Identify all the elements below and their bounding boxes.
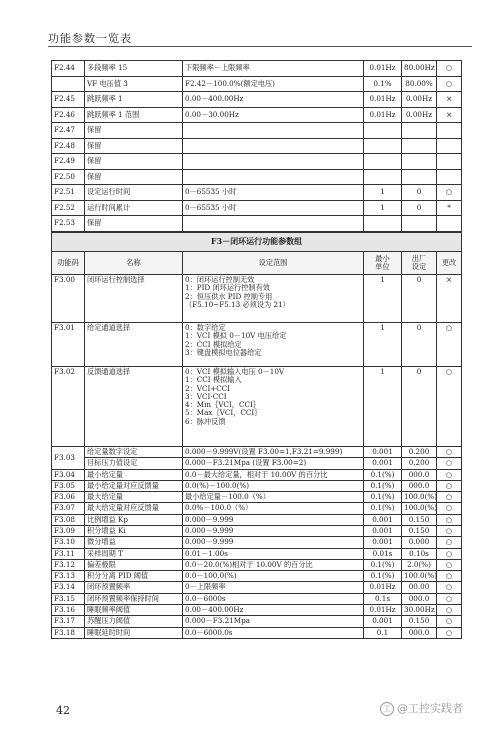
table-row — [52, 525, 462, 536]
cell-unit: 0.1(%) — [364, 503, 402, 514]
cell-code: F2.53 — [52, 216, 85, 232]
cell-code: F2.50 — [52, 169, 85, 185]
cell-name: 闭环运行控制选择 — [85, 275, 183, 323]
table-row — [52, 458, 462, 469]
cell-unit: 0.1s — [364, 593, 402, 604]
cell-range — [183, 123, 364, 139]
cell-change — [437, 138, 462, 154]
cell-default: 0 — [402, 275, 437, 323]
cell-unit: 1 — [364, 323, 402, 367]
table-row — [52, 593, 462, 604]
cell-default — [402, 123, 437, 139]
cell-default: 100.0(%) — [402, 503, 437, 514]
cell-change: ○ — [437, 525, 462, 536]
cell-name: 最大给定量 — [85, 492, 183, 503]
cell-unit: 0.1(%) — [364, 571, 402, 582]
cell-code: F2.51 — [52, 185, 85, 201]
cell-change: ○ — [437, 447, 462, 458]
cell-change: ○ — [437, 593, 462, 604]
cell-range: 0.0－20.0(%)相对于 10.00V 的百分比 — [183, 559, 364, 570]
cell-default — [402, 154, 437, 170]
cell-unit: 0.001 — [364, 525, 402, 536]
cell-unit: 0.01Hz — [364, 582, 402, 593]
cell-unit: 1 — [364, 185, 402, 201]
cell-range: 0.000－9.999 — [183, 525, 364, 536]
cell-unit — [364, 123, 402, 139]
cell-name: 积分分离 PID 阈值 — [85, 571, 183, 582]
cell-change — [437, 123, 462, 139]
cell-unit: 0.1(%) — [364, 492, 402, 503]
cell-default: 0.000 — [402, 537, 437, 548]
table-row — [52, 107, 462, 123]
cell-name: 积分增益 Ki — [85, 525, 183, 536]
col-header-default: 出厂 设定 — [402, 252, 437, 275]
cell-range: 最小给定量－100.0（%） — [183, 492, 364, 503]
cell-unit — [364, 154, 402, 170]
cell-code: F3.18 — [52, 627, 85, 638]
cell-default: 000.0 — [402, 593, 437, 604]
table-row — [52, 559, 462, 570]
cell-name: 运行时间累计 — [85, 200, 183, 216]
table-row — [52, 514, 462, 525]
table-row — [52, 492, 462, 503]
cell-change: ○ — [437, 76, 462, 92]
cell-unit: 0.001 — [364, 514, 402, 525]
cell-unit: 0.001 — [364, 616, 402, 627]
cell-unit: 0.01Hz — [364, 61, 402, 77]
cell-name: 目标压力值设定 — [85, 458, 183, 469]
parameter-table-f2 — [51, 60, 462, 232]
cell-range: 0.000－9.999V(设置 F3.00=1,F3.21=9.999) — [183, 447, 364, 458]
cell-code: F2.47 — [52, 123, 85, 139]
cell-code: F3.06 — [52, 492, 85, 503]
cell-code: F3.16 — [52, 604, 85, 615]
cell-code: F3.03 — [52, 447, 85, 470]
cell-default: 0.200 — [402, 458, 437, 469]
cell-name: 多段频率 15 — [85, 61, 183, 77]
cell-change: ○ — [437, 571, 462, 582]
cell-range: 0.0(%)－100.0(%) — [183, 480, 364, 491]
cell-code: F3.15 — [52, 593, 85, 604]
cell-range — [183, 138, 364, 154]
cell-change: ○ — [437, 492, 462, 503]
table-row — [52, 367, 462, 447]
col-header-unit: 最小 单位 — [364, 252, 402, 275]
cell-range: 0.01－1.00s — [183, 548, 364, 559]
cell-range: 0.000－9.999 — [183, 537, 364, 548]
cell-change: ○ — [437, 469, 462, 480]
cell-default: 0.00Hz — [402, 92, 437, 108]
cell-default: 0.150 — [402, 525, 437, 536]
cell-default: 80.00Hz — [402, 61, 437, 77]
watermark-logo-icon: 工 — [380, 702, 394, 716]
cell-change: ○ — [437, 367, 462, 447]
cell-default: 100.0(%) — [402, 571, 437, 582]
cell-code: F2.44 — [52, 61, 85, 77]
cell-unit — [364, 138, 402, 154]
table-row — [52, 200, 462, 216]
cell-range: 0.0－最大给定量，相对于 10.00V 的百分比 — [183, 469, 364, 480]
cell-default — [402, 138, 437, 154]
cell-code: F3.11 — [52, 548, 85, 559]
col-header-change: 更改 — [437, 252, 462, 275]
cell-code: F2.46 — [52, 107, 85, 123]
watermark — [380, 700, 463, 716]
cell-range: 0－65535 小时 — [183, 185, 364, 201]
cell-change: ○ — [437, 548, 462, 559]
cell-change: × — [437, 275, 462, 323]
cell-range: 0：闭环运行控制无效 1：PID 闭环运行控制有效 2：恒压供水 PID 控制专用 （F5.10~F5.13 必须设为 21） — [183, 275, 364, 323]
table-row — [52, 92, 462, 108]
cell-code — [52, 76, 85, 92]
table-body-f3-multiline — [52, 275, 462, 447]
cell-change: ○ — [437, 582, 462, 593]
cell-name: 采样周期 T — [85, 548, 183, 559]
cell-code: F2.48 — [52, 138, 85, 154]
cell-unit: 0.1(%) — [364, 559, 402, 570]
cell-range: 0.000－9.999 — [183, 514, 364, 525]
cell-range: 0.00－400.00Hz — [183, 92, 364, 108]
cell-range: 0.00－400.00Hz — [183, 604, 364, 615]
table-row — [52, 616, 462, 627]
table-body-f303 — [52, 447, 462, 470]
cell-code: F3.17 — [52, 616, 85, 627]
table-header-row — [52, 252, 462, 275]
cell-name: 微分增益 — [85, 537, 183, 548]
table-row — [52, 323, 462, 367]
cell-range — [183, 216, 364, 232]
cell-default: 000.0 — [402, 480, 437, 491]
cell-change: ○ — [437, 537, 462, 548]
cell-code: F3.08 — [52, 514, 85, 525]
cell-name: VF 电压值 3 — [85, 76, 183, 92]
cell-name: 跳跃频率 1 — [85, 92, 183, 108]
table-row — [52, 138, 462, 154]
cell-name: 跳跃频率 1 范围 — [85, 107, 183, 123]
table-row — [52, 604, 462, 615]
cell-range: 0.000－F3.21Mpa — [183, 616, 364, 627]
table-row — [52, 582, 462, 593]
cell-code: F3.09 — [52, 525, 85, 536]
cell-name: 睡眠频率阈值 — [85, 604, 183, 615]
cell-name: 保留 — [85, 169, 183, 185]
table-row — [52, 447, 462, 458]
section-title: F3－闭环运行功能参数组 — [52, 233, 462, 252]
cell-change: × — [437, 92, 462, 108]
cell-name: 最大给定量对应反馈量 — [85, 503, 183, 514]
cell-change — [437, 169, 462, 185]
cell-change — [437, 154, 462, 170]
cell-change: ○ — [437, 480, 462, 491]
cell-default — [402, 169, 437, 185]
cell-change: * — [437, 200, 462, 216]
cell-range: 0.0－6000.0s — [183, 627, 364, 638]
cell-name: 保留 — [85, 154, 183, 170]
cell-code: F3.01 — [52, 323, 85, 367]
cell-code: F3.02 — [52, 367, 85, 447]
cell-change: ○ — [437, 514, 462, 525]
page-number: 42 — [56, 704, 70, 717]
cell-range: F2.42－100.0%(额定电压) — [183, 76, 364, 92]
cell-unit: 0.1(%) — [364, 469, 402, 480]
cell-change: ○ — [437, 323, 462, 367]
cell-name: 给定量数字设定 — [85, 447, 183, 458]
cell-unit: 0.01Hz — [364, 604, 402, 615]
cell-range: 0－65535 小时 — [183, 200, 364, 216]
cell-default: 0.00Hz — [402, 107, 437, 123]
cell-name: 保留 — [85, 138, 183, 154]
table-row — [52, 76, 462, 92]
cell-unit: 0.1(%) — [364, 480, 402, 491]
table-row — [52, 123, 462, 139]
table-row — [52, 627, 462, 638]
cell-code: F3.04 — [52, 469, 85, 480]
table-row — [52, 169, 462, 185]
cell-name: 保留 — [85, 123, 183, 139]
cell-unit: 0.01s — [364, 548, 402, 559]
header-rule — [48, 46, 472, 47]
cell-default: 2.0(%) — [402, 559, 437, 570]
page-header-title: 功能参数一览表 — [48, 32, 132, 45]
cell-default: 0.150 — [402, 514, 437, 525]
col-header-range: 设定范围 — [183, 252, 364, 275]
cell-unit: 0.001 — [364, 447, 402, 458]
cell-default: 0.200 — [402, 447, 437, 458]
cell-change: ○ — [437, 61, 462, 77]
cell-range — [183, 154, 364, 170]
table-row — [52, 469, 462, 480]
cell-name: 比例增益 Kp — [85, 514, 183, 525]
cell-range: 0.0－100.0(%) — [183, 571, 364, 582]
cell-name: 偏差极限 — [85, 559, 183, 570]
table-body-f3-tail — [52, 469, 462, 638]
cell-default: 00.00 — [402, 582, 437, 593]
cell-code: F2.52 — [52, 200, 85, 216]
cell-unit — [364, 216, 402, 232]
table-row — [52, 548, 462, 559]
col-header-name: 名称 — [85, 252, 183, 275]
cell-range: 下限频率－上限频率 — [183, 61, 364, 77]
cell-unit: 0.001 — [364, 537, 402, 548]
table-row — [52, 503, 462, 514]
cell-default: 0 — [402, 200, 437, 216]
table-row — [52, 537, 462, 548]
cell-change: ○ — [437, 559, 462, 570]
table-body-f2 — [52, 61, 462, 232]
cell-change: × — [437, 107, 462, 123]
cell-range: 0.000－F3.21Mpa (设置 F3.00=2) — [183, 458, 364, 469]
cell-change: ○ — [437, 627, 462, 638]
cell-unit: 1 — [364, 275, 402, 323]
cell-default: 100.0(%) — [402, 492, 437, 503]
cell-unit: 1 — [364, 200, 402, 216]
cell-name: 睡眠延时时间 — [85, 627, 183, 638]
cell-change: ○ — [437, 616, 462, 627]
col-header-code: 功能码 — [52, 252, 85, 275]
watermark-text: @工控实践者 — [397, 702, 463, 715]
cell-name: 保留 — [85, 216, 183, 232]
cell-change: ○ — [437, 458, 462, 469]
cell-unit: 1 — [364, 367, 402, 447]
cell-unit: 0.01Hz — [364, 107, 402, 123]
cell-range: 0.0－6000s — [183, 593, 364, 604]
table-row — [52, 216, 462, 232]
cell-default: 000.0 — [402, 627, 437, 638]
cell-unit: 0.01Hz — [364, 92, 402, 108]
cell-code: F3.10 — [52, 537, 85, 548]
cell-code: F2.49 — [52, 154, 85, 170]
cell-range: 0：VCI 模拟输入电压 0－10V 1：CCI 模拟输入 2：VCI+CCI 3：VCI-CCI 4：Min｛VCI，CCI｝ 5：Max｛VCI，CCI｝ 6：脉冲反馈 — [183, 367, 364, 447]
cell-default: 80.00% — [402, 76, 437, 92]
cell-range: 0：数字给定 1：VCI 模拟 0－10V 电压给定 2：CCI 模拟给定 3：键盘模拟电位器给定 — [183, 323, 364, 367]
cell-default: 0 — [402, 367, 437, 447]
cell-name: 闭环预置频率保持时间 — [85, 593, 183, 604]
cell-code: F3.12 — [52, 559, 85, 570]
cell-default: 0 — [402, 323, 437, 367]
cell-unit — [364, 169, 402, 185]
cell-name: 最小给定量对应反馈量 — [85, 480, 183, 491]
cell-code: F2.45 — [52, 92, 85, 108]
cell-change — [437, 216, 462, 232]
parameter-table-f3 — [51, 232, 462, 639]
table-row — [52, 275, 462, 323]
cell-default: 30.00Hz — [402, 604, 437, 615]
table-row — [52, 480, 462, 491]
cell-code: F3.05 — [52, 480, 85, 491]
cell-unit: 0.1 — [364, 627, 402, 638]
cell-name: 苏醒压力阈值 — [85, 616, 183, 627]
cell-name: 闭环预置频率 — [85, 582, 183, 593]
cell-range — [183, 169, 364, 185]
cell-code: F3.07 — [52, 503, 85, 514]
table-row — [52, 61, 462, 77]
cell-code: F3.00 — [52, 275, 85, 323]
cell-change: ○ — [437, 185, 462, 201]
cell-default — [402, 216, 437, 232]
table-row — [52, 571, 462, 582]
cell-default: 0.10s — [402, 548, 437, 559]
cell-code: F3.14 — [52, 582, 85, 593]
cell-name: 最小给定量 — [85, 469, 183, 480]
cell-change: ○ — [437, 604, 462, 615]
cell-range: 0.0%－100.0（%） — [183, 503, 364, 514]
table-row — [52, 154, 462, 170]
cell-default: 0.150 — [402, 616, 437, 627]
cell-name: 给定通道选择 — [85, 323, 183, 367]
cell-change: ○ — [437, 503, 462, 514]
cell-default: 0 — [402, 185, 437, 201]
cell-default: 000.0 — [402, 469, 437, 480]
cell-unit: 0.1% — [364, 76, 402, 92]
cell-unit: 0.001 — [364, 458, 402, 469]
table-row — [52, 185, 462, 201]
cell-range: 0－上限频率 — [183, 582, 364, 593]
cell-name: 反馈通道选择 — [85, 367, 183, 447]
cell-code: F3.13 — [52, 571, 85, 582]
cell-range: 0.00－30.00Hz — [183, 107, 364, 123]
cell-name: 设定运行时间 — [85, 185, 183, 201]
